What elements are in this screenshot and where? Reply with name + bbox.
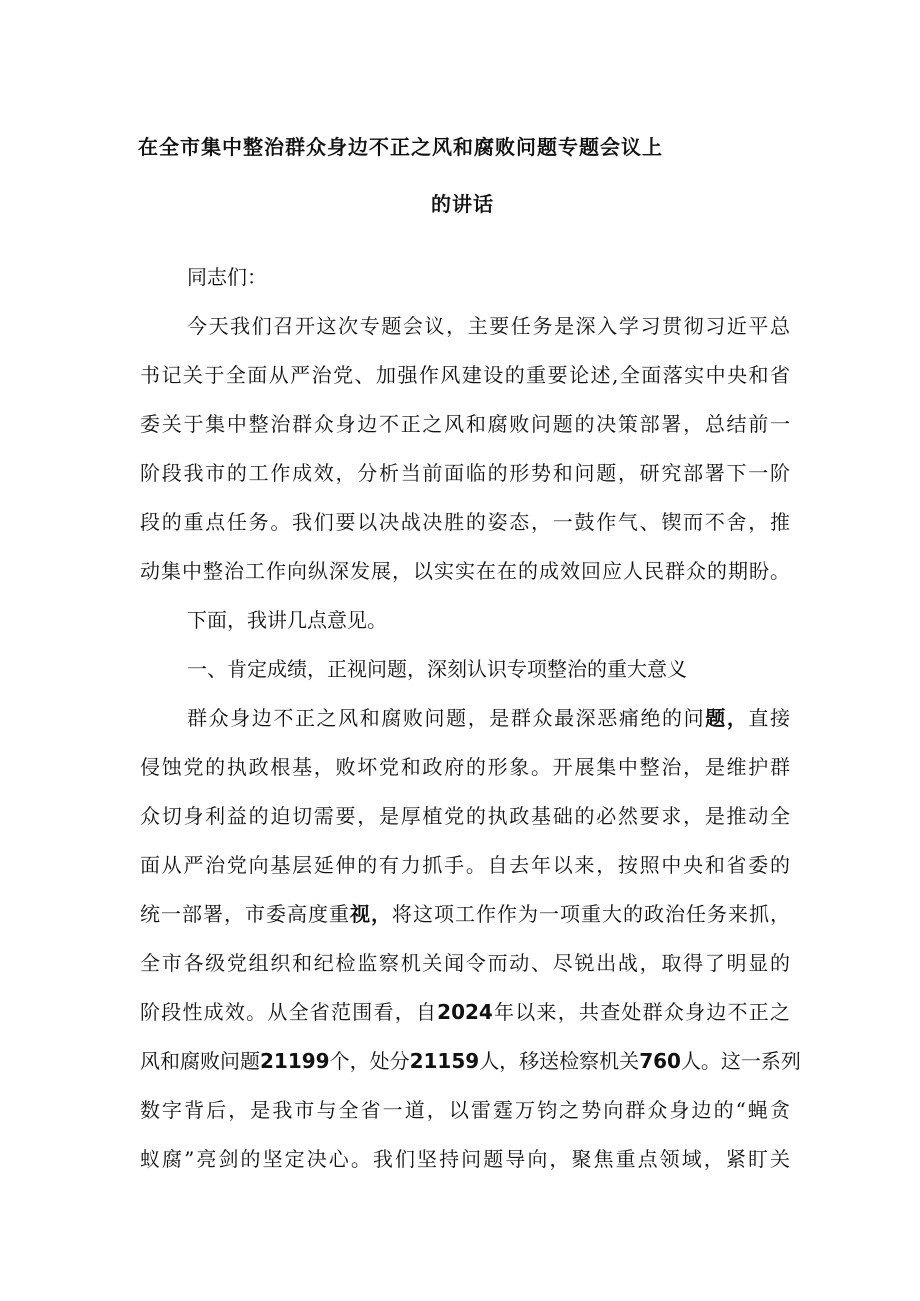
paragraph-3-line-8 bbox=[140, 1048, 801, 1074]
punished-count: 21159 bbox=[409, 1049, 480, 1073]
text-run: 个，处分 bbox=[329, 1049, 410, 1073]
paragraph-1-line-6: 动集中整治工作向纵深发展，以实实在在的成效回应人民群众的期盼。 bbox=[140, 559, 790, 583]
paragraph-3-line-9: 数字背后，是我市与全省一道，以雷霆万钧之势向群众身边的“蝇贪 bbox=[140, 1098, 790, 1122]
bold-text-run: 题， bbox=[705, 706, 749, 730]
paragraph-3-line-1 bbox=[187, 705, 790, 731]
text-run: 风和腐败问题 bbox=[140, 1049, 260, 1073]
text-run: 阶段性成效。从全省范围看，自 bbox=[140, 1000, 438, 1024]
text-run: 将这项工作作为一项重大的政治任务来抓， bbox=[392, 902, 790, 926]
document-title-line-1: 在全市集中整治群众身边不正之风和腐败问题专题会议上 bbox=[138, 135, 663, 159]
paragraph-3-line-10: 蚁腐”亮剑的坚定决心。我们坚持问题导向，聚焦重点领域，紧盯关 bbox=[140, 1147, 790, 1171]
section-heading-1: 一、肯定成绩，正视问题，深刻认识专项整治的重大意义 bbox=[187, 657, 687, 681]
text-run: 群众身边不正之风和腐败问题，是群众最深恶痛绝的问 bbox=[187, 706, 706, 730]
text-run: 直接 bbox=[748, 706, 791, 730]
paragraph-3-line-7 bbox=[140, 999, 790, 1025]
paragraph-3-line-6: 全市各级党组织和纪检监察机关闻令而动、尽锐出战，取得了明显的 bbox=[140, 951, 790, 975]
paragraph-1-line-2: 书记关于全面从严治党、加强作风建设的重要论述,全面落实中央和省 bbox=[140, 363, 790, 387]
document-title-line-2: 的讲话 bbox=[431, 192, 494, 216]
paragraph-1-line-3: 委关于集中整治群众身边不正之风和腐败问题的决策部署，总结前一 bbox=[140, 412, 790, 436]
text-run: 统一部署，市委高度重 bbox=[140, 902, 350, 926]
text-run: 人。这一系列 bbox=[680, 1049, 801, 1073]
paragraph-1-line-4: 阶段我市的工作成效，分析当前面临的形势和问题，研究部署下一阶 bbox=[140, 461, 790, 485]
paragraph-3-line-5 bbox=[140, 901, 790, 927]
paragraph-3-line-4: 面从严治党向基层延伸的有力抓手。自去年以来，按照中央和省委的 bbox=[140, 853, 790, 877]
transferred-count: 760 bbox=[639, 1049, 681, 1073]
bold-text-run: 视， bbox=[350, 902, 392, 926]
cases-count: 21199 bbox=[260, 1049, 330, 1073]
year-number: 2024 bbox=[437, 1000, 493, 1024]
paragraph-1-line-5: 段的重点任务。我们要以决战决胜的姿态，一鼓作气、锲而不舍，推 bbox=[140, 510, 790, 534]
text-run: 人，移送检察机关 bbox=[479, 1049, 640, 1073]
paragraph-1-line-1: 今天我们召开这次专题会议，主要任务是深入学习贯彻习近平总 bbox=[187, 314, 790, 338]
paragraph-3-line-3: 众切身利益的迫切需要，是厚植党的执政基础的必然要求，是推动全 bbox=[140, 804, 790, 828]
text-run: 年以来，共查处群众身边不正之 bbox=[492, 1000, 791, 1024]
salutation: 同志们： bbox=[187, 265, 267, 289]
paragraph-3-line-2: 侵蚀党的执政根基，败坏党和政府的形象。开展集中整治，是维护群 bbox=[140, 755, 790, 779]
paragraph-2: 下面，我讲几点意见。 bbox=[187, 608, 387, 632]
